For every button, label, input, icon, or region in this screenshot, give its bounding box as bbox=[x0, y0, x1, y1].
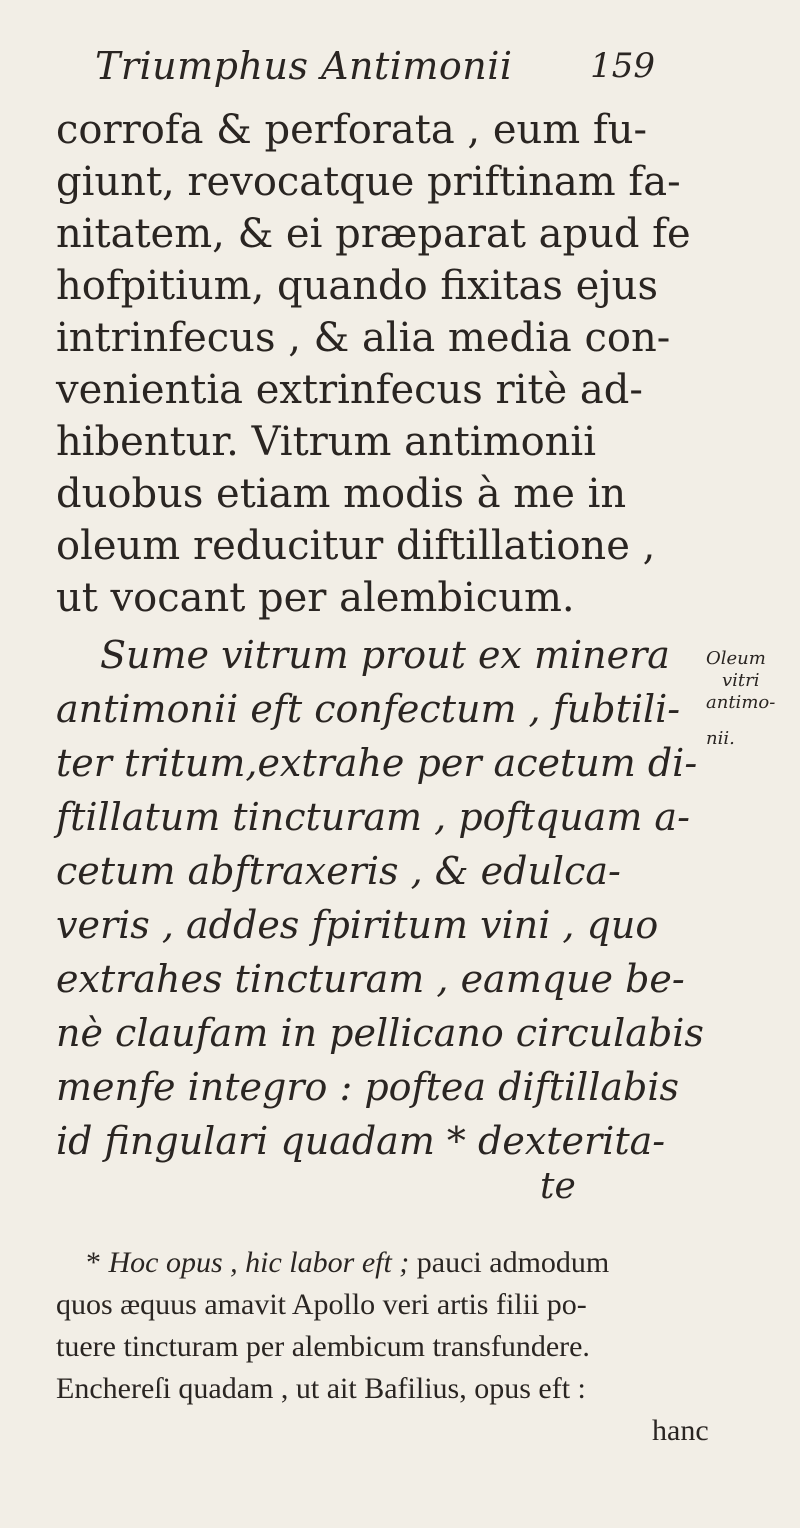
recipe-line: ter tritum,extrahe per acetum di- bbox=[56, 741, 698, 785]
page-header bbox=[95, 44, 655, 94]
page-number: 159 bbox=[590, 46, 655, 86]
recipe-line: extrahes tincturam , eamque be- bbox=[56, 957, 685, 1001]
recipe-line: id fingulari quadam * dexterita- bbox=[56, 1119, 666, 1163]
footnote-line: Enchereſi quadam , ut ait Bafilius, opus eft : bbox=[56, 1372, 586, 1405]
recipe-line: veris , addes fpiritum vini , quo bbox=[56, 903, 659, 947]
running-title: Triumphus Antimonii bbox=[95, 44, 513, 88]
marginal-line: vitri bbox=[722, 670, 760, 691]
text-line: duobus etiam modis à me in bbox=[56, 471, 627, 517]
footnote-lead: Hoc opus , hic labor eft ; bbox=[108, 1246, 410, 1279]
text-line: nitatem, & ei præparat apud fe bbox=[56, 211, 691, 257]
recipe-line: nè claufam in pellicano circulabis bbox=[56, 1011, 704, 1055]
text-line: corrofa & perforata , eum fu- bbox=[56, 107, 647, 153]
catchword: te bbox=[540, 1166, 576, 1207]
text-line: giunt, revocatque priftinam fa- bbox=[56, 159, 681, 205]
text-line: ut vocant per alembicum. bbox=[56, 575, 575, 621]
text-line: hofpitium, quando fixitas ejus bbox=[56, 263, 658, 309]
text-line: venientia extrinfecus ritè ad- bbox=[56, 367, 643, 413]
footnote-text: pauci admodum bbox=[416, 1246, 610, 1279]
footnote-marker: * bbox=[86, 1246, 101, 1279]
marginal-line: nii. bbox=[706, 728, 735, 749]
recipe-line: cetum abftraxeris , & edulca- bbox=[56, 849, 621, 893]
text-line: oleum reducitur diftillatione , bbox=[56, 523, 656, 569]
recipe-line: menfe integro : poftea diftillabis bbox=[56, 1065, 680, 1109]
recipe-line: ftillatum tincturam , poftquam a- bbox=[56, 795, 690, 839]
text-line: intrinfecus , & alia media con- bbox=[56, 315, 671, 361]
recipe-line: antimonii eft confectum , fubtili- bbox=[56, 687, 681, 731]
recipe-line: Sume vitrum prout ex minera bbox=[100, 633, 670, 677]
marginal-line: Oleum bbox=[706, 648, 766, 669]
footnote-line: quos æquus amavit Apollo veri artis filii po- bbox=[56, 1288, 587, 1321]
footnote-catchword: hanc bbox=[652, 1414, 709, 1447]
text-line: hibentur. Vitrum antimonii bbox=[56, 419, 596, 465]
footnote-line: tuere tincturam per alembicum transfundere. bbox=[56, 1330, 590, 1363]
marginal-line: antimo- bbox=[706, 692, 776, 713]
